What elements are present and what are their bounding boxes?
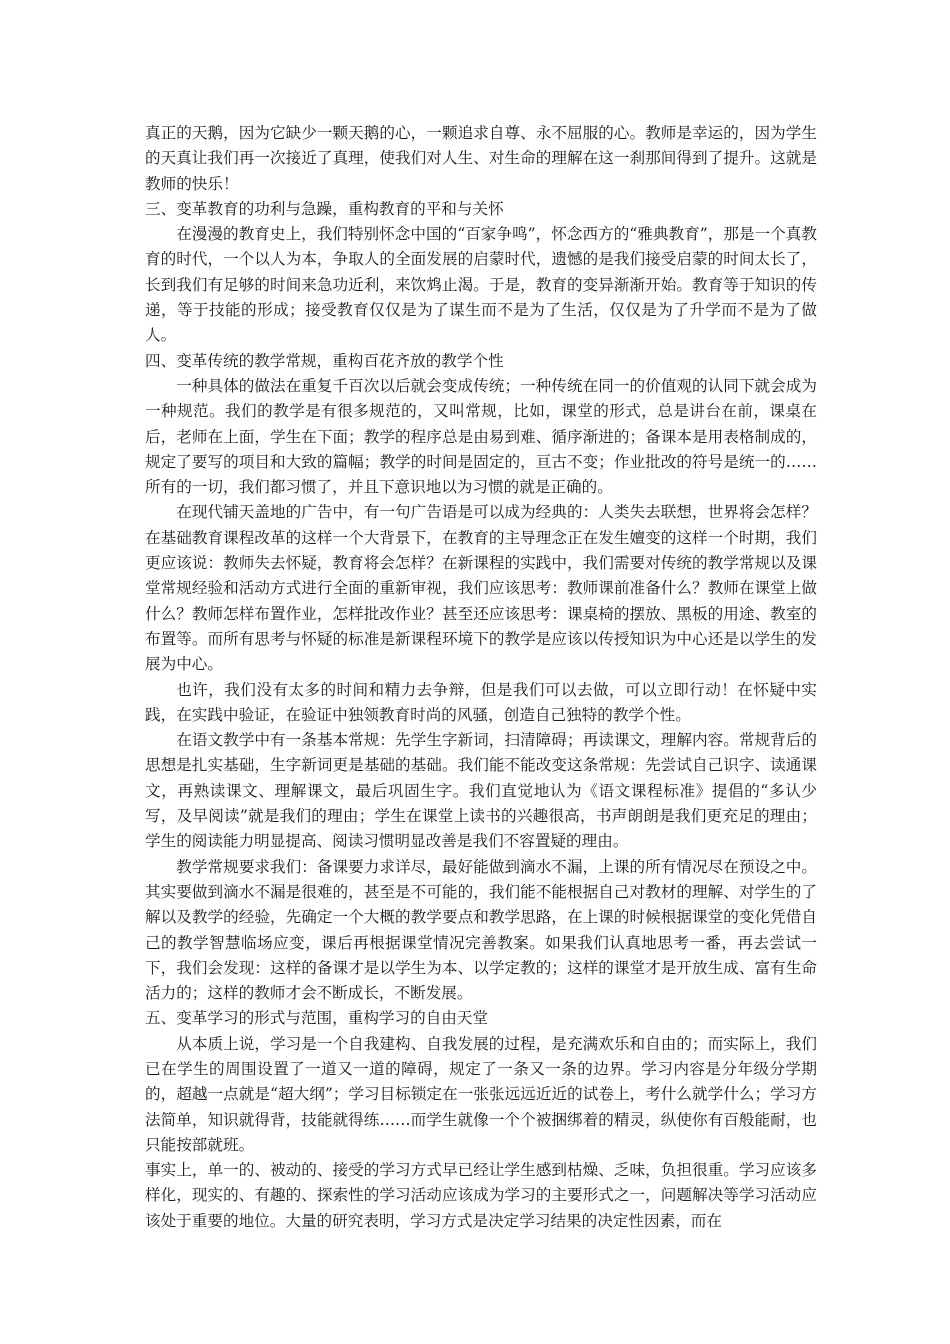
paragraph: 在现代铺天盖地的广告中，有一句广告语是可以成为经典的：人类失去联想，世界将会怎样？在基础教育课程改革的这样一个大背景下，在教育的主导理念正在发生嬗变的这样一个时期，我们更应该说：教师失去怀疑，教育将会怎样？在新课程的实践中，我们需要对传统的教学常规以及课堂常规经验和活动方式进行全面的重新审视，我们应该思考：教师课前准备什么？教师在课堂上做什么？教师怎样布置作业，怎样批改作业？甚至还应该思考：课桌椅的摆放、黑板的用途、教室的布置等。而所有思考与怀疑的标准是新课程环境下的教学是应该以传授知识为中心还是以学生的发展为中心。 xyxy=(145,503,817,674)
paragraph: 在语文教学中有一条基本常规：先学生字新词，扫清障碍；再读课文，理解内容。常规背后的思想是扎实基础，生字新词更是基础的基础。我们能不能改变这条常规：先尝试自己识字、读通课文，再熟读课文、理解课文，最后巩固生字。我们直觉地认为《语文课程标准》提倡的“多认少写，及早阅读”就是我们的理由；学生在课堂上读书的兴趣很高，书声朗朗是我们更充足的理由；学生的阅读能力明显提高、阅读习惯明显改善是我们不容置疑的理由。 xyxy=(145,731,817,851)
section-heading-4: 四、变革传统的教学常规，重构百花齐放的教学个性 xyxy=(145,351,504,370)
paragraph: 一种具体的做法在重复千百次以后就会变成传统；一种传统在同一的价值观的认同下就会成为一种规范。我们的教学是有很多规范的，又叫常规，比如，课堂的形式，总是讲台在前，课桌在后，老师在上面，学生在下面；教学的程序总是由易到难、循序渐进的；备课本是用表格制成的，规定了要写的项目和大致的篇幅；教学的时间是固定的，亘古不变；作业批改的符号是统一的……所有的一切，我们都习惯了，并且下意识地以为习惯的就是正确的。 xyxy=(145,376,817,497)
paragraph: 也许，我们没有太多的时间和精力去争辩，但是我们可以去做，可以立即行动！在怀疑中实践，在实践中验证，在验证中独领教育时尚的风骚，创造自己独特的教学个性。 xyxy=(145,680,817,724)
paragraph: 在漫漫的教育史上，我们特别怀念中国的“百家争鸣”，怀念西方的“雅典教育”，那是一个真教育的时代，一个以人为本，争取人的全面发展的启蒙时代，遗憾的是我们接受启蒙的时间太长了，长到我们有足够的时间来急功近利，来饮鸩止渴。于是，教育的变异渐渐开始。教育等于知识的传递，等于技能的形成；接受教育仅仅是为了谋生而不是为了生活，仅仅是为了升学而不是为了做人。 xyxy=(145,225,817,345)
document-page xyxy=(145,121,817,1234)
paragraph: 教学常规要求我们：备课要力求详尽，最好能做到滴水不漏，上课的所有情况尽在预设之中。其实要做到滴水不漏是很难的，甚至是不可能的，我们能不能根据自己对教材的理解、对学生的了解以及教学的经验，先确定一个大概的教学要点和教学思路，在上课的时候根据课堂的变化凭借自己的教学智慧临场应变，课后再根据课堂情况完善教案。如果我们认真地思考一番，再去尝试一下，我们会发现：这样的备课才是以学生为本、以学定教的；这样的课堂才是开放生成、富有生命活力的；这样的教师才会不断成长，不断发展。 xyxy=(145,857,817,1003)
paragraph-continuation: 真正的天鹅，因为它缺少一颗天鹅的心，一颗追求自尊、永不屈服的心。教师是幸运的，因为学生的天真让我们再一次接近了真理，使我们对人生、对生命的理解在这一刹那间得到了提升。这就是教师的快乐！ xyxy=(145,124,817,193)
section-heading-3: 三、变革教育的功利与急躁，重构教育的平和与关怀 xyxy=(145,199,504,218)
section-heading-5: 五、变革学习的形式与范围，重构学习的自由天堂 xyxy=(145,1009,489,1028)
paragraph: 事实上，单一的、被动的、接受的学习方式早已经让学生感到枯燥、乏味，负担很重。学习应该多样化，现实的、有趣的、探索性的学习活动应该成为学习的主要形式之一，问题解决等学习活动应该处于重要的地位。大量的研究表明，学习方式是决定学习结果的决定性因素，而在 xyxy=(145,1161,817,1230)
paragraph: 从本质上说，学习是一个自我建构、自我发展的过程，是充满欢乐和自由的；而实际上，我们已在学生的周围设置了一道又一道的障碍，规定了一条又一条的边界。学习内容是分年级分学期的，超越一点就是“超大纲”；学习目标锁定在一张张远远近近的试卷上，考什么就学什么；学习方法简单，知识就得背，技能就得练……而学生就像一个个被捆绑着的精灵，纵使你有百般能耐，也只能按部就班。 xyxy=(145,1034,817,1154)
